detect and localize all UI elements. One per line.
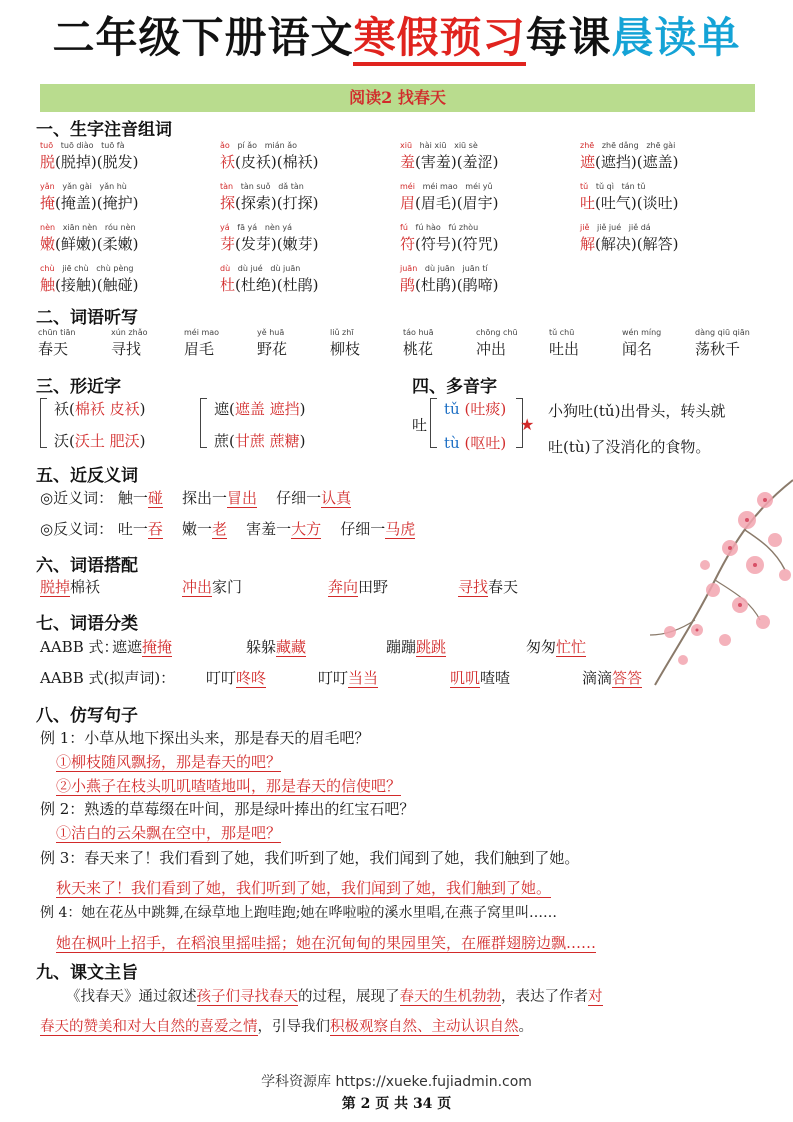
character-row — [40, 181, 760, 222]
example-4: 例 4：她在花丛中跳舞,在绿草地上跑哇跑;她在哗啦啦的溪水里唱,在燕子窝里叫…… — [40, 905, 557, 921]
section-heading-main-idea: 九、课文主旨 — [36, 963, 138, 983]
footer-site: 学科资源库 https://xueke.fujiadmin.com — [261, 1074, 532, 1090]
pinyin: jiě jiě jué jiě dá — [580, 223, 651, 232]
section-heading-synonyms: 五、近反义词 — [36, 466, 138, 486]
dictation-word: táo huā 桃花 — [403, 328, 434, 358]
character-cell — [580, 140, 760, 181]
antonym-row: ◎反义词： 吐一吞 嫩一老 害羞一大方 仔细一马虎 — [40, 520, 416, 538]
page-number: 第 2 页 共 34 页 — [341, 1096, 452, 1112]
section-heading-characters: 一、生字注音组词 — [36, 120, 172, 140]
character-words: 脱(脱掉)(脱发) — [40, 153, 139, 171]
character-cell — [40, 140, 220, 181]
pinyin: tàn tàn suǒ dǎ tàn — [220, 182, 304, 191]
example-4-answer: 她在枫叶上招手，在稻浪里摇哇摇；她在沉甸甸的果园里笑，在雁群翅膀边飘…… — [56, 934, 597, 952]
dictation-word: wén míng 闻名 — [622, 328, 662, 358]
example-2-answer: ①洁白的云朵飘在空中，那是吧？ — [56, 824, 282, 842]
section-heading-similar-chars: 三、形近字 — [36, 377, 121, 397]
character-cell — [40, 263, 220, 304]
plum-blossom-illustration — [635, 470, 793, 700]
character-words: 解(解决)(解答) — [580, 235, 679, 253]
character-words: 吐(吐气)(谈吐) — [580, 194, 679, 212]
character-words: 触(接触)(触碰) — [40, 276, 139, 294]
character-cell — [40, 181, 220, 222]
character-grid — [40, 140, 760, 304]
onomatopoeia-3: 叽叽喳喳 — [450, 669, 511, 687]
polyphone-char: 吐 — [412, 416, 428, 434]
main-idea-line-2: 春天的赞美和对大自然的喜爱之情，引导我们积极观察自然、主动认识自然。 — [40, 1019, 533, 1035]
polyphone-reading-2: tù (呕吐) — [444, 434, 507, 452]
character-cell — [400, 140, 580, 181]
character-words: 芽(发芽)(嫩芽) — [220, 235, 319, 253]
bracket — [430, 398, 437, 448]
pinyin: xiū hài xiū xiū sè — [400, 141, 478, 150]
character-words: 鹃(杜鹃)(鹃啼) — [400, 276, 499, 294]
pinyin: chù jiē chù chù pèng — [40, 264, 134, 273]
bracket — [200, 398, 207, 448]
example-1-answer-b: ②小燕子在枝头叽叽喳喳地叫，那是春天的信使吧？ — [56, 777, 402, 795]
character-words: 袄(皮袄)(棉袄) — [220, 153, 319, 171]
section-heading-polyphone: 四、多音字 — [412, 377, 497, 397]
polyphone-sentence-2: 吐(tù)了没消化的食物。 — [548, 438, 711, 456]
pinyin: ǎo pí ǎo mián ǎo — [220, 141, 298, 150]
collocation-3: 奔向田野 — [328, 578, 389, 596]
similar-char-row-3: 遮(遮盖 遮挡) — [214, 400, 306, 418]
bracket — [40, 398, 47, 448]
character-row — [40, 140, 760, 181]
dictation-words — [38, 327, 768, 359]
pinyin: nèn xiān nèn róu nèn — [40, 223, 136, 232]
dictation-word: xún zhǎo 寻找 — [111, 328, 148, 358]
pinyin: tuō tuō diào tuō fà — [40, 141, 125, 150]
page-title: 二年级下册语文寒假预习每课晨读单 — [0, 8, 793, 68]
section-heading-dictation: 二、词语听写 — [36, 308, 138, 328]
collocation-2: 冲出家门 — [182, 578, 243, 596]
pinyin: zhē zhē dǎng zhē gài — [580, 141, 676, 150]
synonym-row: ◎近义词： 触一碰 探出一冒出 仔细一认真 — [40, 489, 352, 507]
character-words: 遮(遮挡)(遮盖) — [580, 153, 679, 171]
onomatopoeia-2: 叮叮当当 — [318, 669, 379, 687]
character-cell — [400, 222, 580, 263]
character-cell — [400, 181, 580, 222]
pinyin: yá fā yá nèn yá — [220, 223, 293, 232]
main-idea-line-1: 《找春天》通过叙述孩子们寻找春天的过程，展现了春天的生机勃勃，表达了作者对 — [66, 989, 603, 1005]
example-1: 例 1：小草从地下探出头来，那是春天的眉毛吧？ — [40, 729, 370, 747]
section-heading-imitation: 八、仿写句子 — [36, 706, 138, 726]
star-icon: ★ — [520, 415, 535, 434]
section-heading-collocation: 六、词语搭配 — [36, 556, 138, 576]
aabb-word-3: 蹦蹦跳跳 — [386, 638, 447, 656]
dictation-word: liǔ zhī 柳枝 — [330, 328, 361, 358]
collocation-1: 脱掉棉袄 — [40, 578, 101, 596]
similar-char-row-2: 沃(沃土 肥沃) — [54, 432, 146, 450]
pinyin: méi méi mao méi yǔ — [400, 182, 493, 191]
character-words: 眉(眉毛)(眉宇) — [400, 194, 499, 212]
character-cell — [220, 263, 400, 304]
character-words: 嫩(鲜嫩)(柔嫩) — [40, 235, 139, 253]
example-2: 例 2：熟透的草莓缀在叶间，那是绿叶捧出的红宝石吧？ — [40, 800, 415, 818]
aabb-word-2: 躲躲藏藏 — [246, 638, 307, 656]
dictation-word: dàng qiū qiān 荡秋千 — [695, 328, 750, 358]
dictation-word: chōng chū 冲出 — [476, 328, 518, 358]
character-words: 符(符号)(符咒) — [400, 235, 499, 253]
pinyin: fú fú hào fú zhòu — [400, 223, 479, 232]
collocation-4: 寻找春天 — [458, 578, 519, 596]
character-row — [40, 263, 760, 304]
onomatopoeia-4: 滴滴答答 — [582, 669, 643, 687]
character-cell — [400, 263, 580, 304]
polyphone-reading-1: tǔ (吐痰) — [444, 400, 507, 418]
character-words: 探(探索)(打探) — [220, 194, 319, 212]
pinyin: juān dù juān juān tí — [400, 264, 488, 273]
character-words: 杜(杜绝)(杜鹃) — [220, 276, 319, 294]
aabb-onomatopoeia-label: AABB 式(拟声词)： — [40, 669, 176, 687]
character-cell — [220, 181, 400, 222]
dictation-word: méi mao 眉毛 — [184, 328, 220, 358]
polyphone-sentence-1: 小狗吐(tǔ)出骨头，转头就 — [548, 402, 726, 420]
section-heading-classification: 七、词语分类 — [36, 614, 138, 634]
character-cell — [220, 222, 400, 263]
character-cell — [580, 181, 760, 222]
aabb-word-1: 遮遮掩掩 — [112, 638, 173, 656]
dictation-word: tǔ chū 吐出 — [549, 328, 580, 358]
pinyin: dù dù jué dù juān — [220, 264, 301, 273]
similar-char-row-4: 蔗(甘蔗 蔗糖) — [214, 432, 306, 450]
similar-char-row-1: 袄(棉袄 皮袄) — [54, 400, 146, 418]
onomatopoeia-1: 叮叮咚咚 — [206, 669, 267, 687]
example-1-answer-a: ①柳枝随风飘扬，那是春天的吧？ — [56, 753, 282, 771]
character-cell — [580, 222, 760, 263]
character-words: 羞(害羞)(羞涩) — [400, 153, 499, 171]
character-words: 掩(掩盖)(掩护) — [40, 194, 139, 212]
pinyin: yǎn yǎn gài yǎn hù — [40, 182, 127, 191]
dictation-word: chūn tiān 春天 — [38, 328, 76, 358]
aabb-label: AABB 式： — [40, 638, 119, 656]
character-row — [40, 222, 760, 263]
example-3-answer: 秋天来了！我们看到了她，我们听到了她，我们闻到了她，我们触到了她。 — [56, 879, 552, 897]
lesson-banner: 阅读2 找春天 — [40, 84, 755, 112]
character-cell — [220, 140, 400, 181]
example-3: 例 3：春天来了！我们看到了她，我们听到了她，我们闻到了她，我们触到了她。 — [40, 849, 580, 867]
aabb-word-4: 匆匆忙忙 — [526, 638, 587, 656]
pinyin: tǔ tǔ qì tán tǔ — [580, 182, 646, 191]
character-cell — [580, 263, 760, 304]
character-cell — [40, 222, 220, 263]
dictation-word: yě huā 野花 — [257, 328, 288, 358]
